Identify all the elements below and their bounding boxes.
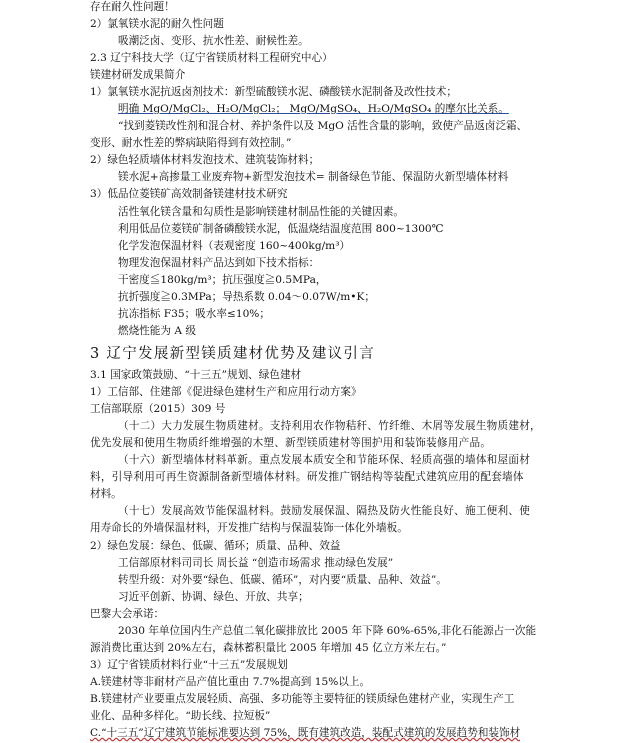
text-line: 3）辽宁省镁质材料行业“十三五”发展规划 [90,659,288,671]
text-line: 镁建材研发成果简介 [90,69,186,81]
text-line: 巴黎大会承诺： [90,608,165,620]
text-line: 利用低品位菱镁矿制备磷酸镁水泥，低温烧结温度范围 800~1300℃ [118,223,444,235]
text-line: 2）绿色轻质墙体材料发泡技术、建筑装饰材料； [90,154,320,166]
text-line: 用寿命长的外墙保温材料，开发推广结构与保温装饰一体化外墙板。 [90,522,408,534]
section-heading: 2.3 辽宁科技大学（辽宁省镁质材料工程研究中心） [90,52,333,64]
text-line: 物理发泡保温材料产品达到如下技术指标： [118,257,320,269]
text-line: 存在耐久性问题！ [90,1,175,13]
chapter-heading: 3 辽宁发展新型镁质建材优势及建议引言 [90,346,376,362]
text-line: 2）氯氧镁水泥的耐久性问题 [90,18,224,30]
text-line: 1）氯氧镁水泥抗返卤剂技术：新型硫酸镁水泥、磷酸镁水泥制备及改性技术； [90,86,457,98]
text-line: 明确 MgO/MgCl₂、H₂O/MgCl₂； MgO/MgSO₄、H₂O/MgSO₄ 的摩尔比关系。 [118,103,509,115]
text-line: “找到菱镁改性剂和混合材、养护条件以及 MgO 活性含量的影响，致使产品返卤泛霜、 [118,120,528,132]
text-line: 燃烧性能为 A 级 [118,325,196,337]
text-line: 习近平创新、协调、绿色、开放、共享； [118,591,309,603]
section-heading: 3.1 国家政策鼓励、“十三五”规划、绿色建材 [90,369,302,381]
text-line: 3）低品位菱镁矿高效制备镁建材技术研究 [90,188,288,200]
text-line: 优先发展和使用生物质纤维增强的木塑、新型镁质建材等围护用和装饰装修用产品。 [90,437,492,449]
text-line: （十七）发展高效节能保温材料。鼓励发展保温、隔热及防火性能良好、施工便利、使 [118,505,531,517]
text-line: 源消费比重达到 20%左右，森林蓄积量比 2005 年增加 45 亿立方米左右。” [90,642,447,654]
text-line: 变形、耐水性差的弊病缺陷得到有效控制。” [90,137,292,149]
text-line: 业化、品种多样化。“助长线、拉短板” [90,710,271,722]
text-line: 转型升级：对外要“绿色、低碳、循环”，对内要“质量、品种、效益”。 [118,574,447,586]
text-line: 工信部原材料司司长 周长益 “创造市场需求 推动绿色发展” [118,557,394,569]
text-line: A.镁建材等非耐材产品产值比重由 7.7%提高到 15%以上。 [90,676,371,688]
text-line: 抗折强度≧0.3MPa；导热系数 0.04～0.07W/m•K； [118,291,375,303]
text-line: 活性氧化镁含量和勾质性是影响镁建材制品性能的关键因素。 [118,206,405,218]
text-line: 镁水泥+高掺量工业废弃物+新型发泡技术= 制备绿色节能、保温防火新型墙体材料 [118,171,509,183]
text-line: 料，引导利用可再生资源制备新型墙体材料。研发推广钢结构等装配式建筑应用的配套墙体 [90,471,524,483]
text-line: C.“十三五”辽宁建筑节能标准要达到 75%，既有建筑改造，装配式建筑的发展趋势和装饰材 [90,727,521,739]
text-line: 材料。 [90,488,122,500]
text-line: （十六）新型墙体材料革新。重点发展本质安全和节能环保、轻质高强的墙体和屋面材 [118,454,531,466]
text-line: 2）绿色发展：绿色、低碳、循环；质量、品种、效益 [90,540,341,552]
text-line: 吸潮泛卤、变形、抗水性差、耐候性差。 [118,35,309,47]
text-line: 抗冻指标 F35；吸水率≤10%； [118,308,270,320]
text-line: 干密度≦180kg/m³；抗压强度≧0.5MPa， [118,274,327,286]
text-line: 1）工信部、住建部《促进绿色建材生产和应用行动方案》 [90,386,362,398]
text-line: 2030 年单位国内生产总值二氧化碳排放比 2005 年下降 60%-65%,非化石能源占一次能 [118,625,537,637]
text-line: （十二）大力发展生物质建材。支持利用农作物秸秆、竹纤维、木屑等发展生物质建材， [118,420,541,432]
text-line: 工信部联原（2015）309 号 [90,403,226,415]
text-line: B.镁建材产业要重点发展轻质、高强、多功能等主要特征的镁质绿色建材产业，实现生产工 [90,693,515,705]
text-line: 化学发泡保温材料（表观密度 160~400kg/m³） [118,240,351,252]
